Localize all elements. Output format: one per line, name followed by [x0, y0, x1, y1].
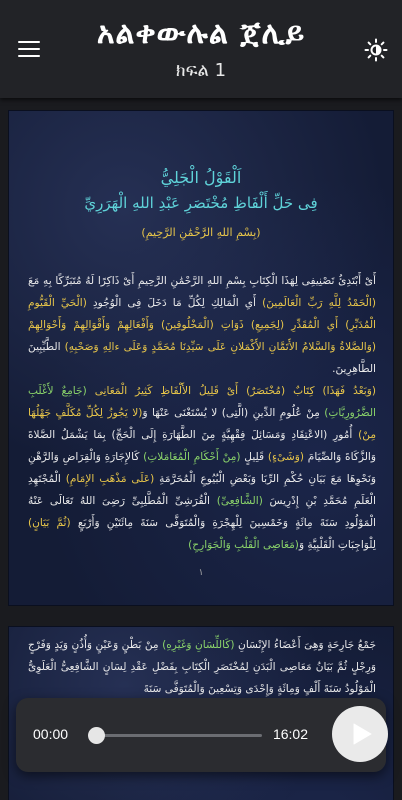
current-time: 00:00 [33, 726, 69, 742]
audio-player [16, 698, 386, 772]
book-title: اَلْقَوْلُ الْجَلِيُّ [160, 168, 242, 187]
book-content[interactable] [0, 98, 402, 800]
page-number: ١ [198, 568, 204, 578]
total-time: 16:02 [272, 726, 308, 742]
seek-thumb[interactable] [88, 727, 105, 744]
chapter-subtitle: ክፍል 1 [175, 60, 227, 81]
play-icon [352, 723, 372, 745]
text-paragraph: جَمْعُ جَارِحَةٍ وَهِىَ أَعْضَاءُ الإِنْسَانِ (كَاللِّسَانِ وَغَيْرِهِ) مِنْ بَطْنٍ وَعَيْنٍ وَأُذُنٍ وَيَدٍ وَفَرْجٍ وَرِجْلٍ ثُمَّ بَيَانُ مَعَاصِى الْبَدَنِ لِمُخْتَصَرِ الْكِتَابِ بِفَضْلِ عَقْدِ لِسَانٍ الشَّافِعِىُّ الْعَلَوِىُّ الْمَوْلُودُ سَنَةَ أَلْفٍ وَمِائَةٍ وَإِحْدَى وَتِسْعِينَ وَالْمُتَوَفَّى سَنَةَ [28, 639, 376, 695]
seek-bar[interactable] [96, 734, 262, 737]
play-button[interactable] [332, 706, 388, 762]
book-subtitle: فِى حَلِّ أَلْفَاظِ مُخْتَصَرِ عَبْدِ اللهِ الْهَرَرِيِّ [84, 194, 318, 212]
sun-brightness-icon [364, 38, 388, 62]
text-paragraph: أَىْ أَبْتَدِئُ تَصْنِيفِى لِهَذَا الْكِتَابِ بِسْمِ اللهِ الرَّحْمَٰنِ الرَّحِيمِ أَىْ ذَاكِرًا لَهُ مُتَبَرِّكًا بِهِ مَعَ (الْحَمْدُ لِلَّهِ رَبِّ الْعَالَمِينَ) أَىِ الْمَالِكِ لِكُلِّ مَا دَخَلَ فِى الْوُجُودِ (الْحَيِّ الْقَيُّومِ الْمُدَبِّرِ) أَىِ الْمُقَدِّرِ (لِجَمِيعِ) ذَوَاتِ (الْمَخْلُوقِينَ) وَأَفْعَالِهِمْ وَأَقْوَالِهِمْ وَأَحْوَالِهِمْ (وَالصَّلاةُ وَالسَّلامُ الأَتَمَّانِ الأَكْمَلانِ عَلَى سَيِّدِنَا مُحَمَّدٍ وَعَلَى ءالِهِ وَصَحْبِهِ) الطَّيِّبِينَ الطَّاهِرِينَ. (وَبَعْدُ فَهَذَا) كِتَابٌ (مُخْتَصَرٌ) أَىْ قَلِيلُ الأَلْفَاظِ كَثِيرُ الْمَعَانِى (جَامِعٌ لأَغْلَبِ الضَّرُورِيَّاتِ) مِنْ عُلُومِ الدِّينِ (الَّتِى) لا يُسْتَغْنَى عَنْهَا وَ(لا يَجُوزُ لِكُلِّ مُكَلَّفٍ جَهْلُهَا مِنْ) أُمُورِ (الاعْتِقَادِ وَمَسَائِلَ فِقْهِيَّةٍ مِنَ الطَّهَارَةِ إِلَى الْحَجِّ) بِمَا يَشْمَلُ الصَّلاةَ وَالزَّكَاةَ وَالصِّيَامَ (وَشَىْءٍ) قَلِيلٍ (مِنْ أَحْكَامِ الْمُعَامَلاتِ) كَالإِجَارَةِ وَالْقِرَاضِ وَالرَّهْنِ وَنَحْوِهَا مَعَ بَيَانِ حُكْمِ الرِّبَا وَبَعْضِ الْبُيُوعِ الْمُحَرَّمَةِ (عَلَى مَذْهَبِ الإِمَامِ) الْمُجْتَهِدِ الْعَلَمِ مُحَمَّدِ بْنِ إِدْرِيسَ (الشَّافِعِىِّ) الْقُرَشِىِّ الْمُطَّلِبِىِّ رَضِىَ اللهُ تَعَالَى عَنْهُ الْمَوْلُودِ سَنَةَ مِائَةٍ وَخَمْسِينَ لِلْهِجْرَةِ وَالْمُتَوَفَّى سَنَةَ مِائَتَيْنِ وَأَرْبَعٍ (ثُمَّ بَيَانٍ) لِلْوَاجِبَاتِ الْقَلْبِيَّةِ وَ(مَعَاصِى الْقَلْبِ وَالْجَوَارِحِ) [28, 275, 377, 551]
app-title: አልቀውሉል ጀሊይ [96, 16, 306, 51]
basmala: (بِسْمِ اللهِ الرَّحْمَٰنِ الرَّحِيمِ) [141, 226, 261, 239]
theme-toggle-button[interactable] [364, 38, 388, 62]
app-bar [0, 0, 402, 98]
book-page [8, 110, 394, 606]
